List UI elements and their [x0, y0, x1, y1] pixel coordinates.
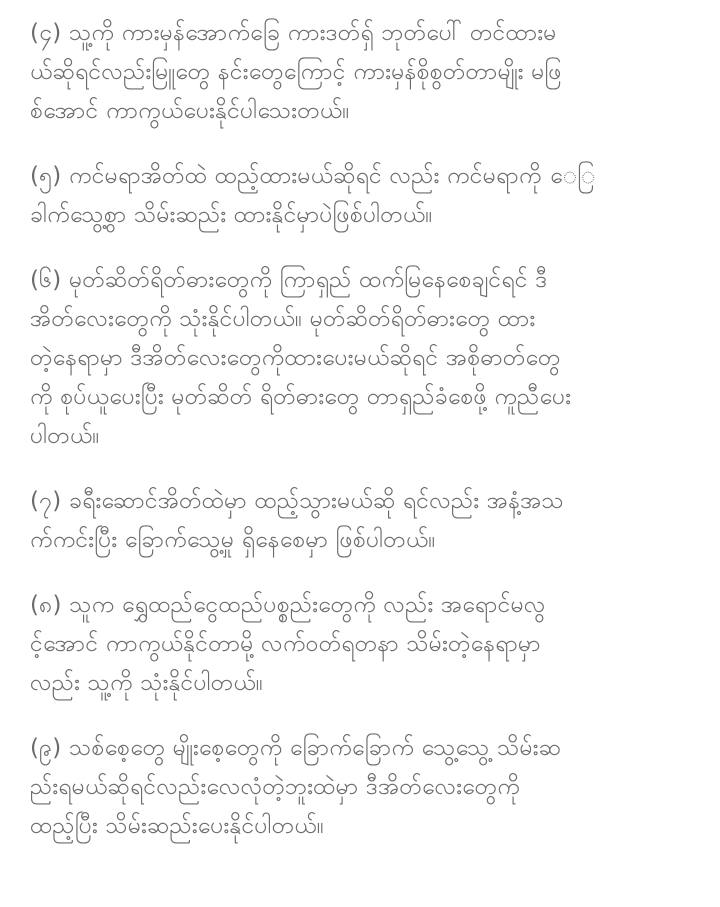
paragraph-line: က်ကင်းပြီး ခြောက်သွေ့မှု ရှိနေစေမှာ ဖြစ်ပါတယ်။: [30, 527, 436, 553]
paragraph-line: စ်အောင် ကာကွယ်ပေးနိုင်ပါသေးတယ်။: [30, 98, 350, 124]
paragraph-line: ထည့်ပြီး သိမ်းဆည်းပေးနိုင်ပါတယ်။: [30, 813, 324, 839]
paragraph-line: ခါက်သွေ့စွာ သိမ်းဆည်း ထားနိုင်မှာပဲဖြစ်ပါတယ်။: [30, 202, 433, 228]
paragraph-line: လည်း သူ့ကို သုံးနိုင်ပါတယ်။: [30, 670, 264, 696]
paragraph-9: [0, 729, 720, 846]
paragraph-line: (၉) သစ်စေ့တွေ မျိုးစေ့တွေကို ခြောက်ခြောက် သွေ့သွေ့ သိမ်းဆ: [30, 735, 562, 761]
paragraph-line: ပါတယ်။: [30, 423, 100, 449]
paragraph-8: [0, 586, 720, 703]
document-body: [0, 14, 720, 872]
paragraph-line: (၆) မုတ်ဆိတ်ရိတ်ဓားတွေကို ကြာရှည် ထက်မြနေစေချင်ရင် ဒီ: [30, 267, 548, 293]
paragraph-6: [0, 261, 720, 456]
paragraph-line: (၅) ကင်မရာအိတ်ထဲ ထည့်ထားမယ်ဆိုရင် လည်း ကင်မရာကို ေြ: [30, 163, 596, 189]
paragraph-line: ယ်ဆိုရင်လည်းမြူတွေ နင်းတွေကြောင့် ကားမှန်စိုစွတ်တာမျိုး မဖြ: [30, 59, 562, 85]
paragraph-5: [0, 157, 720, 235]
paragraph-line: င့်အောင် ကာကွယ်နိုင်တာမို့ လက်ဝတ်ရတနာ သိမ်းတဲ့နေရာမှာ: [30, 631, 541, 657]
paragraph-line: ည်းရမယ်ဆိုရင်လည်းလေလုံတဲ့ဘူးထဲမှာ ဒီအိတ်လေးတွေကို: [30, 774, 520, 800]
paragraph-4: [0, 14, 720, 131]
paragraph-line: (၇) ခရီးဆောင်အိတ်ထဲမှာ ထည့်သွားမယ်ဆို ရင်လည်း အနံ့အသ: [30, 488, 564, 514]
paragraph-line: အိတ်လေးတွေကို သုံးနိုင်ပါတယ်။ မုတ်ဆိတ်ရိတ်ဓားတွေ ထား: [30, 306, 536, 332]
paragraph-7: [0, 482, 720, 560]
paragraph-line: ကို စုပ်ယူပေးပြီး မုတ်ဆိတ် ရိတ်ဓားတွေ တာရှည်ခံစေဖို့ ကူညီပေး: [30, 384, 572, 410]
paragraph-line: (၄) သူ့ကို ကားမှန်အောက်ခြေ ကားဒတ်ရှ် ဘုတ်ပေါ် တင်ထားမ: [30, 20, 557, 46]
paragraph-line: (၈) သူက ရွှေထည်ငွေထည်ပစ္စည်းတွေကို လည်း အရောင်မလွ: [30, 592, 546, 618]
paragraph-line: တဲ့နေရာမှာ ဒီအိတ်လေးတွေကိုထားပေးမယ်ဆိုရင် အစိုဓာတ်တွေ: [30, 345, 561, 371]
